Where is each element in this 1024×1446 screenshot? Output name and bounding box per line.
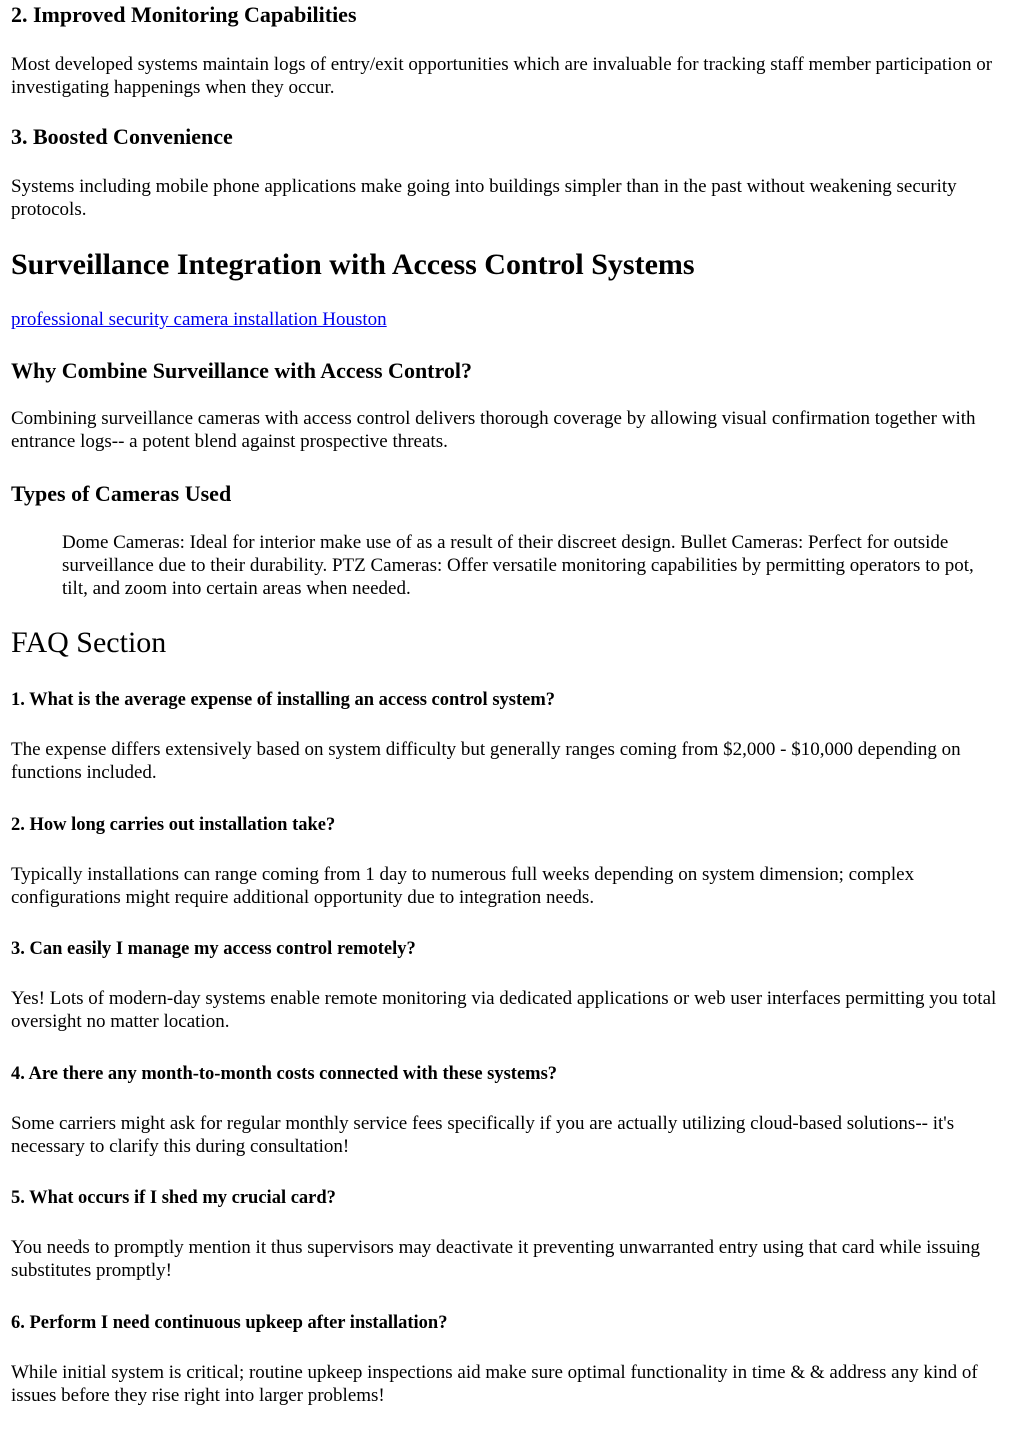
faq-answer: Some carriers might ask for regular monthly service fees specifically if you are actually utilizing cloud-based solutions-- it's necessary to clarify this during consultation! — [11, 1113, 955, 1157]
link-paragraph — [11, 308, 1010, 331]
faq-question: 3. Can easily I manage my access control remotely? — [11, 939, 416, 959]
camera-types-heading: Types of Cameras Used — [11, 481, 232, 506]
security-camera-installation-link[interactable]: professional security camera installation Houston — [11, 309, 387, 330]
faq-answer: Typically installations can range coming from 1 day to numerous full weeks depending on system dimension; complex configurations might require additional opportunity due to integration needs. — [11, 864, 915, 908]
faq-question: 2. How long carries out installation take? — [11, 815, 336, 835]
faq-question: 5. What occurs if I shed my crucial card? — [11, 1188, 336, 1208]
surveillance-section-title: Surveillance Integration with Access Control Systems — [11, 248, 695, 281]
faq-answer: You needs to promptly mention it thus supervisors may deactivate it preventing unwarranted entry using that card while issuing substitutes promptly! — [11, 1237, 980, 1281]
faq-section-title: FAQ Section — [11, 626, 167, 659]
faq-answer: While initial system is critical; routine upkeep inspections aid make sure optimal functionality in time & & address any kind of issues before they rise right into larger problems! — [11, 1362, 978, 1406]
convenience-paragraph: Systems including mobile phone applications make going into buildings simpler than in the past without weakening security protocols. — [11, 176, 957, 220]
monitoring-paragraph: Most developed systems maintain logs of entry/exit opportunities which are invaluable for tracking staff member participation or investigating happenings when they occur. — [11, 54, 993, 98]
why-combine-paragraph: Combining surveillance cameras with access control delivers thorough coverage by allowing visual confirmation together with entrance logs-- a potent blend against prospective threats. — [11, 408, 976, 452]
convenience-heading: 3. Boosted Convenience — [11, 124, 233, 149]
faq-answer: Yes! Lots of modern-day systems enable remote monitoring via dedicated applications or web user interfaces permitting you total oversight no matter location. — [11, 988, 997, 1032]
faq-question: 1. What is the average expense of installing an access control system? — [11, 690, 555, 710]
camera-types-blockquote: Dome Cameras: Ideal for interior make use of as a result of their discreet design. Bullet Cameras: Perfect for outside surveillance due to their durability. PTZ Cameras: Offer versatile monitoring capabilities by permitting operators to pot, tilt, and zoom into certain areas when needed. — [62, 532, 974, 599]
faq-question: 6. Perform I need continuous upkeep after installation? — [11, 1313, 448, 1333]
faq-question: 4. Are there any month-to-month costs connected with these systems? — [11, 1064, 558, 1084]
why-combine-heading: Why Combine Surveillance with Access Control? — [11, 358, 472, 383]
faq-answer: The expense differs extensively based on system difficulty but generally ranges coming from $2,000 - $10,000 depending on functions included. — [11, 739, 961, 783]
monitoring-heading: 2. Improved Monitoring Capabilities — [11, 2, 357, 27]
